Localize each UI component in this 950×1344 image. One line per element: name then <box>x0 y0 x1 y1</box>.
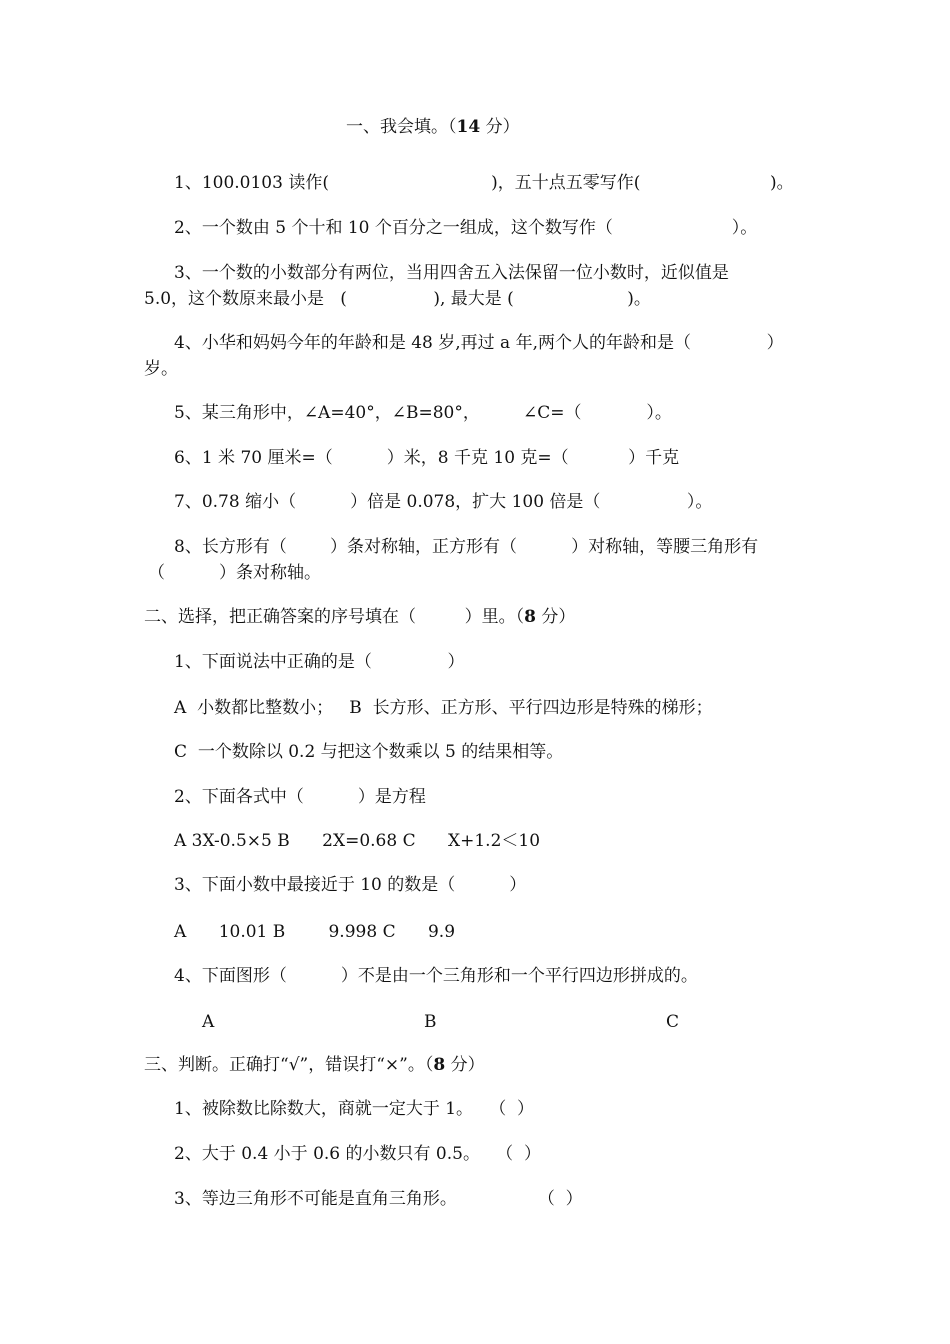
s2-question-3: 3、下面小数中最接近于 10 的数是（ ） <box>174 875 527 895</box>
s1-question-7: 7、0.78 缩小（ ）倍是 0.078，扩大 100 倍是（ ）。 <box>174 492 713 512</box>
s1-question-5: 5、某三角形中，∠A=40°，∠B=80°， ∠C=（ ）。 <box>174 403 672 423</box>
section1-title-text: 一、我会填。（ <box>346 117 457 137</box>
section1-title <box>346 116 520 138</box>
s1-question-3-line2: 5.0，这个数原来最小是 ( ), 最大是 ( )。 <box>144 289 651 309</box>
s2-question-4-label-b: B <box>424 1012 437 1032</box>
s1-question-1: 1、100.0103 读作( )，五十点五零写作( )。 <box>174 173 794 193</box>
s2-question-2: 2、下面各式中（ ）是方程 <box>174 787 426 807</box>
s2-question-4: 4、下面图形（ ）不是由一个三角形和一个平行四边形拼成的。 <box>174 966 698 986</box>
section2-title-text: 二、选择，把正确答案的序号填在（ ）里。（ <box>144 607 525 627</box>
s1-question-8-line2: （ ）条对称轴。 <box>148 563 322 583</box>
section1-title-suffix: 分） <box>480 117 520 137</box>
section2-score: 8 <box>524 607 536 627</box>
s1-question-6: 6、1 米 70 厘米=（ ）米，8 千克 10 克=（ ）千克 <box>174 448 680 468</box>
section2-title-suffix: 分） <box>535 607 576 627</box>
section3-score: 8 <box>433 1055 446 1075</box>
s3-question-3: 3、等边三角形不可能是直角三角形。 （ ） <box>174 1189 583 1209</box>
s1-question-2: 2、一个数由 5 个十和 10 个百分之一组成，这个数写作（ ）。 <box>174 218 758 238</box>
section1-score: 14 <box>456 117 481 137</box>
section2-title <box>144 606 575 628</box>
s3-question-1: 1、被除数比除数大，商就一定大于 1。 （ ） <box>174 1099 535 1119</box>
s2-question-1: 1、下面说法中正确的是（ ） <box>174 652 465 672</box>
s2-question-1-option-c: C 一个数除以 0.2 与把这个数乘以 5 的结果相等。 <box>174 742 564 762</box>
s3-question-2: 2、大于 0.4 小于 0.6 的小数只有 0.5。 （ ） <box>174 1144 541 1164</box>
s1-question-3-line1: 3、一个数的小数部分有两位，当用四舍五入法保留一位小数时，近似值是 <box>174 263 729 283</box>
section3-title-suffix: 分） <box>445 1055 485 1075</box>
s2-question-1-options-ab: A 小数都比整数小； B 长方形、正方形、平行四边形是特殊的梯形； <box>174 698 713 718</box>
s2-question-3-options: A 10.01 B 9.998 C 9.9 <box>174 922 456 942</box>
section3-title-text: 三、判断。正确打“√”，错误打“×”。（ <box>144 1055 434 1075</box>
s2-question-4-label-a: A <box>202 1012 215 1032</box>
s1-question-8-line1: 8、长方形有（ ）条对称轴，正方形有（ ）对称轴，等腰三角形有 <box>174 537 759 557</box>
s2-question-2-options: A 3X-0.5×5 B 2X=0.68 C X+1.2＜10 <box>174 831 541 851</box>
section3-title <box>144 1054 485 1076</box>
s1-question-4-line1: 4、小华和妈妈今年的年龄和是 48 岁,再过 a 年,两个人的年龄和是（ ） <box>174 333 784 353</box>
s1-question-4-line2: 岁。 <box>144 359 178 379</box>
s2-question-4-label-c: C <box>666 1012 680 1032</box>
